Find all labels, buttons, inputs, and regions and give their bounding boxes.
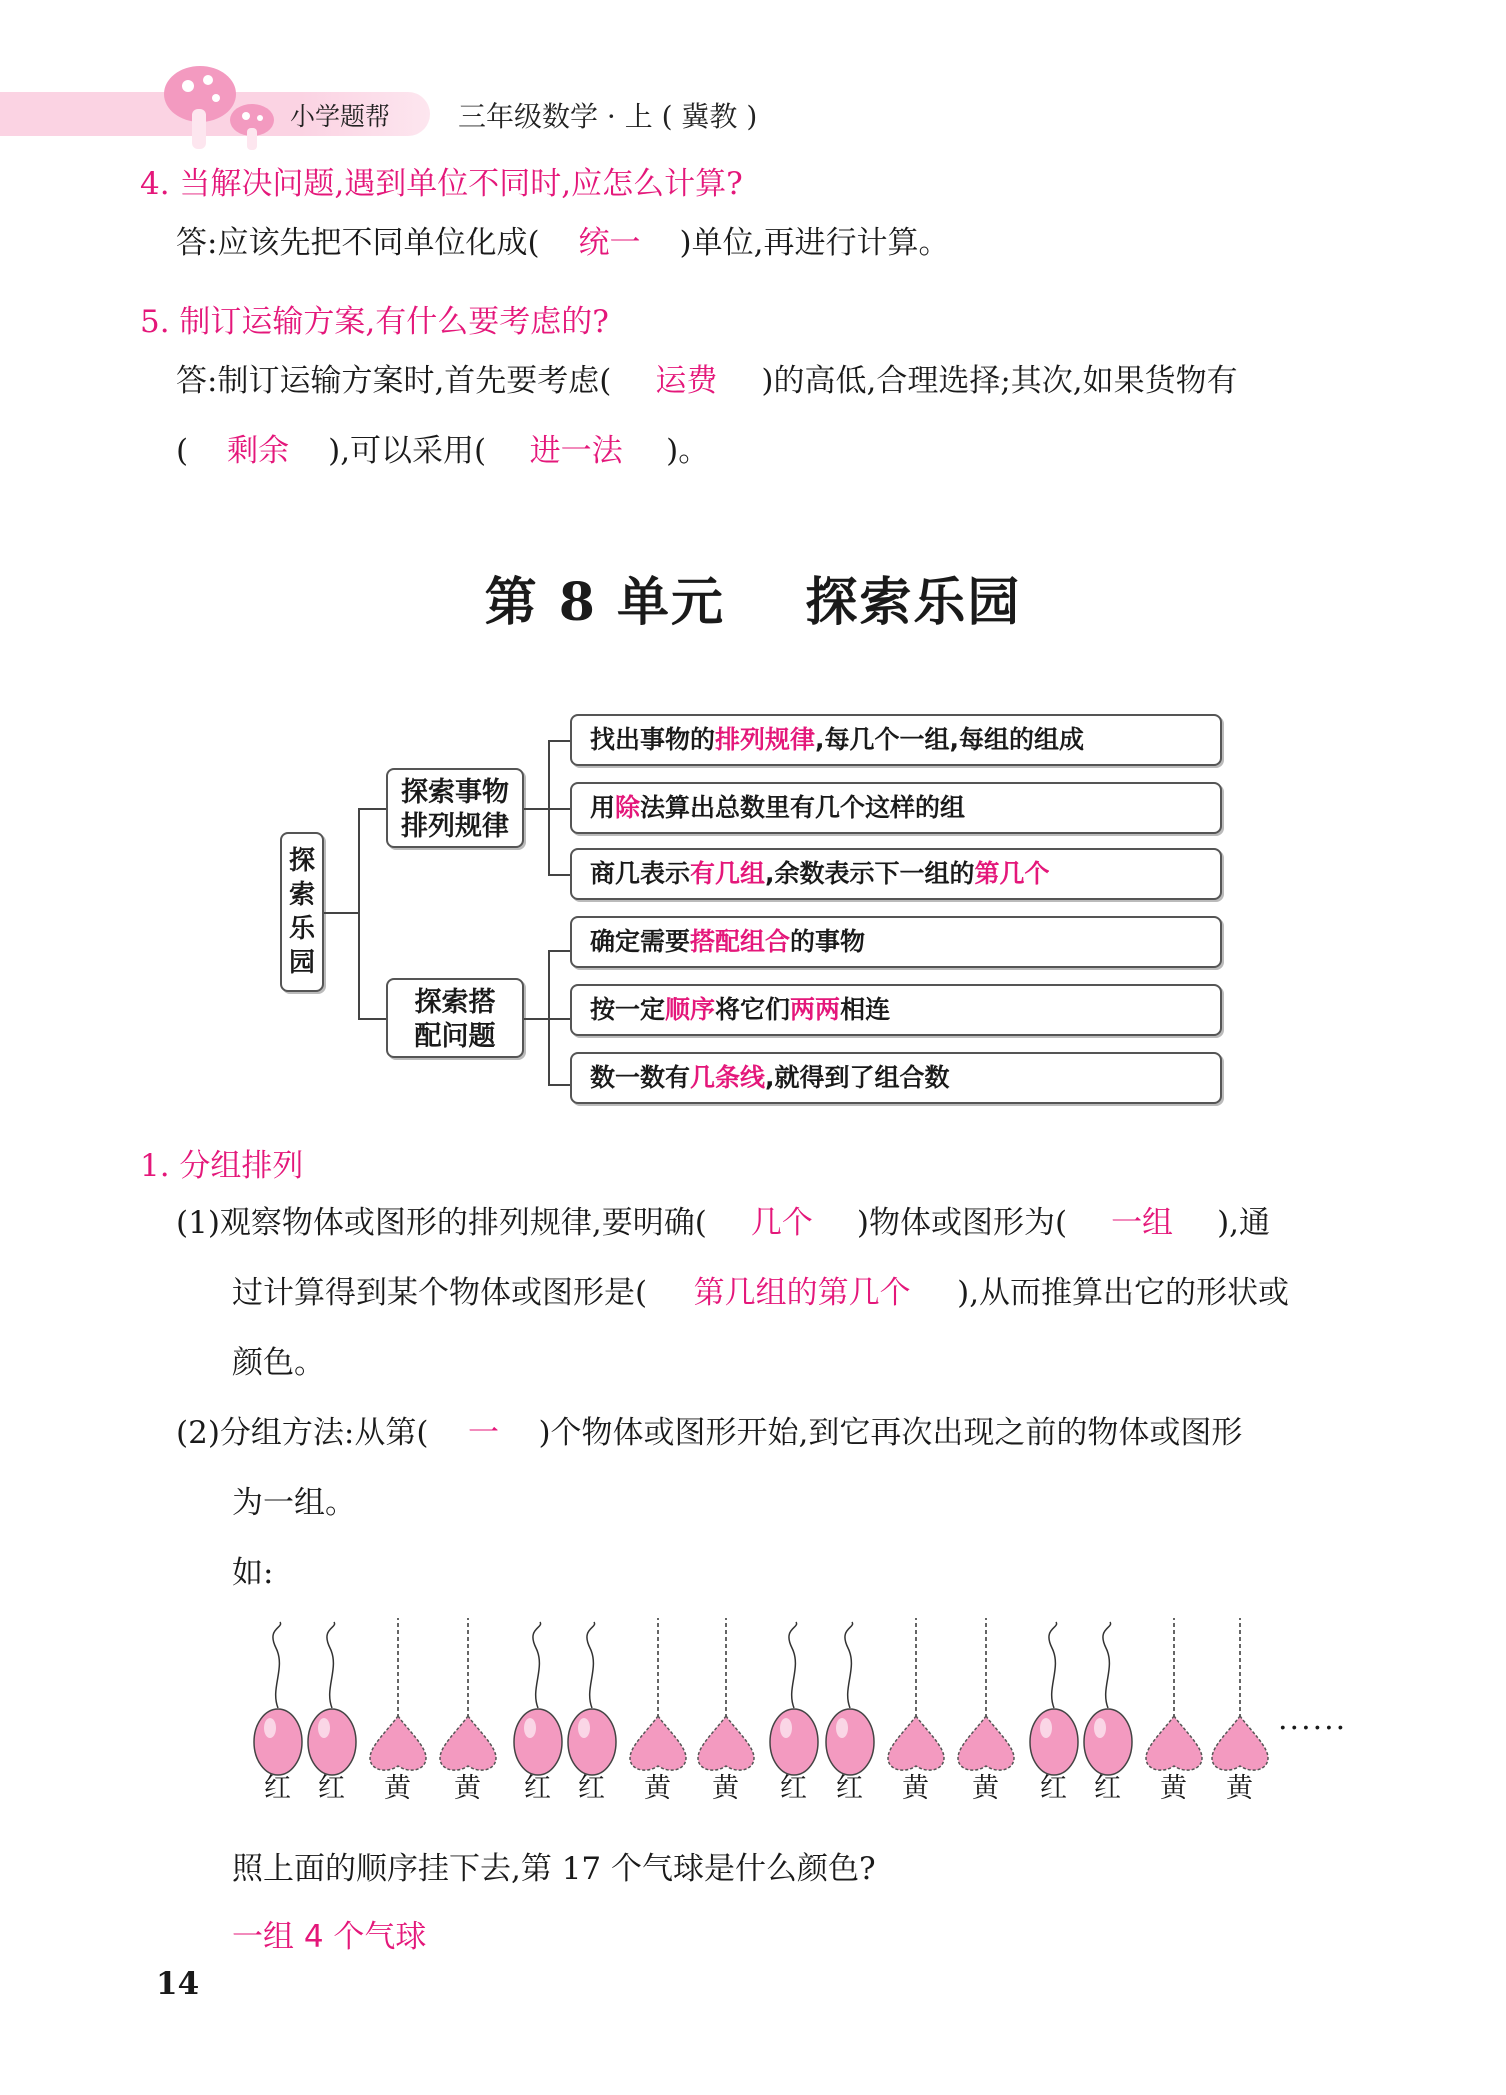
balloon-label: 红 bbox=[578, 1773, 605, 1804]
red-balloon-icon bbox=[514, 1622, 562, 1775]
mindmap-leaf-2: 用除法算出总数里有几个这样的组 bbox=[570, 782, 1222, 834]
unit-title: 第 8 单元 探索乐园 bbox=[484, 572, 1022, 633]
connector bbox=[358, 808, 360, 1020]
red-balloon-icon bbox=[1030, 1622, 1078, 1775]
mindmap-root: 探 索 乐 园 bbox=[280, 832, 324, 992]
balloon-label: 红 bbox=[1094, 1773, 1121, 1804]
red-balloon-icon bbox=[254, 1622, 302, 1775]
question-5-answer-line-1: 答:制订运输方案时,首先要考虑( 运费 )的高低,合理选择;其次,如果货物有 bbox=[176, 363, 1238, 399]
balloon-label: 红 bbox=[264, 1773, 291, 1804]
question-4-title: 4. 当解决问题,遇到单位不同时,应怎么计算? bbox=[140, 166, 743, 202]
answer-blank: 剩余 bbox=[227, 433, 290, 469]
balloon-label: 红 bbox=[524, 1773, 551, 1804]
mindmap-leaf-5: 按一定顺序将它们两两相连 bbox=[570, 984, 1222, 1036]
yellow-balloon-icon bbox=[630, 1618, 686, 1770]
yellow-balloon-icon bbox=[958, 1618, 1014, 1770]
answer-blank: 统一 bbox=[578, 225, 641, 261]
yellow-balloon-icon bbox=[888, 1618, 944, 1770]
section-1-part-1-line-2: 过计算得到某个物体或图形是( 第几组的第几个 ),从而推算出它的形状或 bbox=[232, 1275, 1290, 1311]
page-number: 14 bbox=[156, 1966, 200, 2002]
answer-blank: 几个 bbox=[750, 1205, 813, 1241]
balloon-label: 红 bbox=[780, 1773, 807, 1804]
connector bbox=[548, 808, 570, 810]
connector bbox=[524, 1018, 550, 1020]
balloon-label: 红 bbox=[1040, 1773, 1067, 1804]
example-answer: 一组 4 个气球 bbox=[232, 1919, 427, 1955]
yellow-balloon-icon bbox=[440, 1618, 496, 1770]
connector bbox=[358, 808, 386, 810]
red-balloon-icon bbox=[826, 1622, 874, 1775]
answer-blank: 一 bbox=[467, 1415, 499, 1451]
question-5-answer-line-2: ( 剩余 ),可以采用( 进一法 )。 bbox=[176, 433, 710, 469]
balloon-label: 黄 bbox=[972, 1773, 999, 1804]
connector bbox=[548, 950, 570, 952]
example-question: 照上面的顺序挂下去,第 17 个气球是什么颜色? bbox=[232, 1851, 876, 1887]
yellow-balloon-icon bbox=[1146, 1618, 1202, 1770]
answer-blank: 运费 bbox=[655, 363, 718, 399]
yellow-balloon-icon bbox=[370, 1618, 426, 1770]
balloon-label: 红 bbox=[836, 1773, 863, 1804]
book-title: 三年级数学 · 上 ( 冀教 ) bbox=[458, 100, 758, 133]
section-1-part-2-line-1: (2)分组方法:从第( 一 )个物体或图形开始,到它再次出现之前的物体或图形 bbox=[176, 1415, 1243, 1451]
connector bbox=[548, 874, 570, 876]
mushroom-logo-icon bbox=[160, 54, 280, 154]
brand-name: 小学题帮 bbox=[290, 102, 391, 131]
red-balloon-icon bbox=[568, 1622, 616, 1775]
question-4-answer: 答:应该先把不同单位化成( 统一 )单位,再进行计算。 bbox=[176, 225, 950, 261]
mindmap-branch-matching: 探索搭 配问题 bbox=[386, 978, 524, 1058]
balloon-label: 黄 bbox=[902, 1773, 929, 1804]
red-balloon-icon bbox=[770, 1622, 818, 1775]
mindmap-branch-arrangement: 探索事物 排列规律 bbox=[386, 768, 524, 848]
connector bbox=[324, 912, 360, 914]
section-1-title: 1. 分组排列 bbox=[140, 1148, 304, 1184]
red-balloon-icon bbox=[1084, 1622, 1132, 1775]
continuation-dots: ...... bbox=[1278, 1702, 1348, 1737]
answer-blank: 一组 bbox=[1111, 1205, 1174, 1241]
red-balloon-icon bbox=[308, 1622, 356, 1775]
balloon-label: 黄 bbox=[1226, 1773, 1253, 1804]
section-1-part-2-line-2: 为一组。 bbox=[232, 1485, 356, 1521]
mindmap-leaf-1: 找出事物的排列规律,每几个一组,每组的组成 bbox=[570, 714, 1222, 766]
connector bbox=[548, 740, 570, 742]
mindmap-leaf-6: 数一数有几条线,就得到了组合数 bbox=[570, 1052, 1222, 1104]
balloon-label: 黄 bbox=[644, 1773, 671, 1804]
mindmap-leaf-4: 确定需要搭配组合的事物 bbox=[570, 916, 1222, 968]
balloon-label: 黄 bbox=[712, 1773, 739, 1804]
example-label: 如: bbox=[232, 1555, 274, 1591]
connector bbox=[524, 808, 550, 810]
connector bbox=[548, 1018, 570, 1020]
balloon-label: 黄 bbox=[1160, 1773, 1187, 1804]
yellow-balloon-icon bbox=[1212, 1618, 1268, 1770]
connector bbox=[358, 1018, 386, 1020]
balloon-label: 黄 bbox=[454, 1773, 481, 1804]
section-1-part-1-line-1: (1)观察物体或图形的排列规律,要明确( 几个 )物体或图形为( 一组 ),通 bbox=[176, 1205, 1271, 1241]
answer-blank: 第几组的第几个 bbox=[693, 1275, 911, 1311]
connector bbox=[548, 1084, 570, 1086]
balloon-label: 红 bbox=[318, 1773, 345, 1804]
balloon-label: 黄 bbox=[384, 1773, 411, 1804]
mindmap-leaf-3: 商几表示有几组,余数表示下一组的第几个 bbox=[570, 848, 1222, 900]
answer-blank: 进一法 bbox=[529, 433, 623, 469]
yellow-balloon-icon bbox=[698, 1618, 754, 1770]
question-5-title: 5. 制订运输方案,有什么要考虑的? bbox=[140, 304, 609, 340]
section-1-part-1-line-3: 颜色。 bbox=[232, 1345, 325, 1381]
